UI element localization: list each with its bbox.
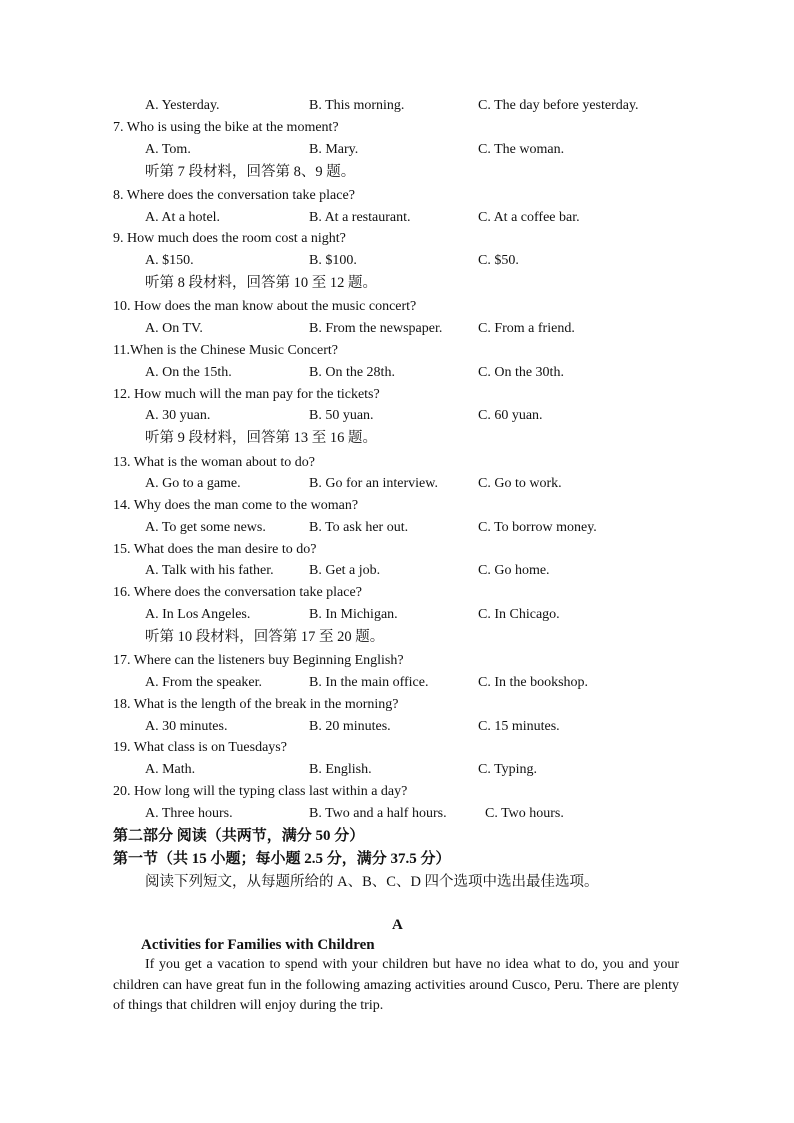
intro-section-9: 听第 9 段材料，回答第 13 至 16 题。: [145, 430, 377, 446]
q15-option-a: A. Talk with his father.: [145, 563, 274, 578]
q14-option-c: C. To borrow money.: [478, 520, 597, 535]
q18-stem: 18. What is the length of the break in the morning?: [113, 697, 399, 712]
q6-option-a: A. Yesterday.: [145, 98, 220, 113]
q7-option-b: B. Mary.: [309, 142, 359, 157]
q12-option-a: A. 30 yuan.: [145, 408, 211, 423]
q12-stem: 12. How much will the man pay for the tickets?: [113, 387, 380, 402]
q11-option-c: C. On the 30th.: [478, 365, 564, 380]
q14-option-a: A. To get some news.: [145, 520, 266, 535]
q13-stem: 13. What is the woman about to do?: [113, 455, 315, 470]
q17-option-c: C. In the bookshop.: [478, 675, 589, 690]
q7-option-a: A. Tom.: [145, 142, 191, 157]
q10-stem: 10. How does the man know about the music concert?: [113, 299, 417, 314]
q12-option-b: B. 50 yuan.: [309, 408, 374, 423]
q13-option-c: C. Go to work.: [478, 476, 562, 491]
q15-option-b: B. Get a job.: [309, 563, 381, 578]
intro-section-7: 听第 7 段材料，回答第 8、9 题。: [145, 164, 356, 180]
q8-stem: 8. Where does the conversation take place?: [113, 188, 355, 203]
q17-option-a: A. From the speaker.: [145, 675, 263, 690]
q16-option-c: C. In Chicago.: [478, 607, 560, 622]
q6-option-b: B. This morning.: [309, 98, 405, 113]
q8-option-b: B. At a restaurant.: [309, 210, 411, 225]
q10-option-b: B. From the newspaper.: [309, 321, 443, 336]
passage-letter: A: [392, 917, 403, 933]
q6-option-c: C. The day before yesterday.: [478, 98, 639, 113]
q11-option-b: B. On the 28th.: [309, 365, 395, 380]
q19-option-c: C. Typing.: [478, 762, 538, 777]
section1-instructions: 阅读下列短文，从每题所给的 A、B、C、D 四个选项中选出最佳选项。: [145, 874, 599, 890]
q16-stem: 16. Where does the conversation take place?: [113, 585, 362, 600]
q9-option-c: C. $50.: [478, 253, 519, 268]
q8-option-a: A. At a hotel.: [145, 210, 221, 225]
q12-option-c: C. 60 yuan.: [478, 408, 543, 423]
q19-option-a: A. Math.: [145, 762, 196, 777]
intro-section-8: 听第 8 段材料，回答第 10 至 12 题。: [145, 275, 377, 291]
q7-stem: 7. Who is using the bike at the moment?: [113, 120, 339, 135]
q11-stem: 11.When is the Chinese Music Concert?: [113, 343, 338, 358]
q20-option-a: A. Three hours.: [145, 806, 233, 821]
q18-option-b: B. 20 minutes.: [309, 719, 391, 734]
q13-option-b: B. Go for an interview.: [309, 476, 438, 491]
q17-option-b: B. In the main office.: [309, 675, 429, 690]
q10-option-a: A. On TV.: [145, 321, 203, 336]
q16-option-a: A. In Los Angeles.: [145, 607, 251, 622]
q19-stem: 19. What class is on Tuesdays?: [113, 740, 287, 755]
q9-stem: 9. How much does the room cost a night?: [113, 231, 346, 246]
q15-stem: 15. What does the man desire to do?: [113, 542, 317, 557]
q11-option-a: A. On the 15th.: [145, 365, 232, 380]
q17-stem: 17. Where can the listeners buy Beginning English?: [113, 653, 404, 668]
q15-option-c: C. Go home.: [478, 563, 550, 578]
passage-paragraph: If you get a vacation to spend with your children but have no idea what to do, you and your children can have great fun in the following amazing activities around Cusco, Peru. There are plenty of things that children will enjoy during the trip.: [113, 957, 679, 1013]
q18-option-c: C. 15 minutes.: [478, 719, 560, 734]
q10-option-c: C. From a friend.: [478, 321, 575, 336]
q20-option-b: B. Two and a half hours.: [309, 806, 447, 821]
q14-stem: 14. Why does the man come to the woman?: [113, 498, 359, 513]
q8-option-c: C. At a coffee bar.: [478, 210, 580, 225]
section1-title: 第一节（共 15 小题；每小题 2.5 分，满分 37.5 分）: [113, 851, 451, 867]
q9-option-b: B. $100.: [309, 253, 357, 268]
q19-option-b: B. English.: [309, 762, 372, 777]
q16-option-b: B. In Michigan.: [309, 607, 398, 622]
q18-option-a: A. 30 minutes.: [145, 719, 228, 734]
q7-option-c: C. The woman.: [478, 142, 565, 157]
q9-option-a: A. $150.: [145, 253, 194, 268]
passage-title: Activities for Families with Children: [141, 937, 375, 953]
intro-section-10: 听第 10 段材料，回答第 17 至 20 题。: [145, 629, 385, 645]
q20-option-c: C. Two hours.: [485, 806, 564, 821]
q14-option-b: B. To ask her out.: [309, 520, 409, 535]
part2-title: 第二部分 阅读（共两节，满分 50 分）: [113, 828, 365, 844]
q20-stem: 20. How long will the typing class last within a day?: [113, 784, 408, 799]
q13-option-a: A. Go to a game.: [145, 476, 241, 491]
